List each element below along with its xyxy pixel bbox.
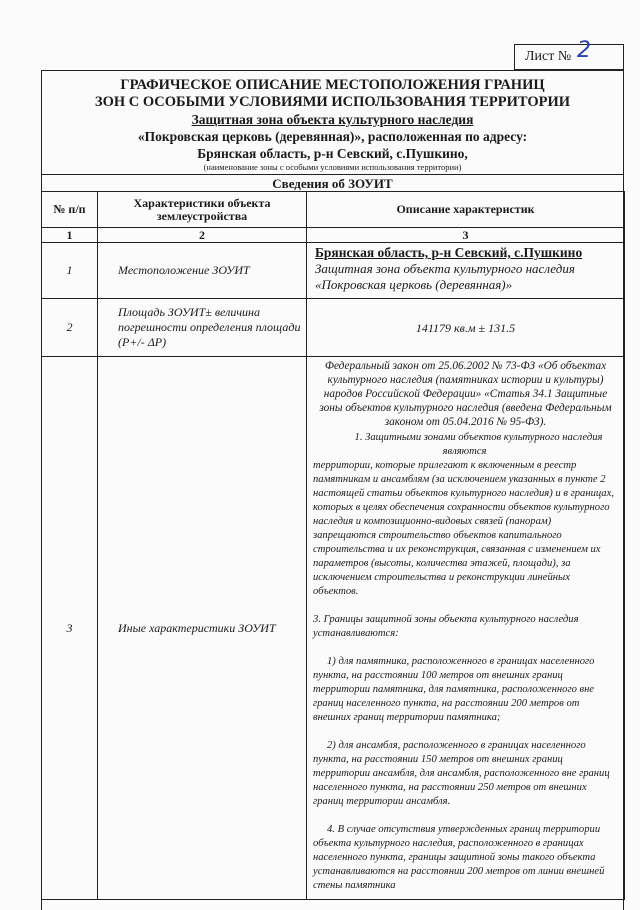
table-row xyxy=(42,243,625,299)
row-characteristic: Иные характеристики ЗОУИТ xyxy=(98,357,307,900)
row-characteristic: Местоположение ЗОУИТ xyxy=(98,243,307,299)
paragraph-1 xyxy=(307,431,624,599)
col-header-num: № п/п xyxy=(42,192,98,228)
sheet-number: 2 xyxy=(577,38,591,63)
table-header-row xyxy=(42,192,625,228)
document-frame xyxy=(41,70,624,910)
paragraph-3-2: 2) для ансамбля, расположенного в границах населенного пункта, на расстоянии 150 метров от внешних границ территории ансамбля, для ансамбля, расположенного вне границ населенного пункта, на расстоянии 250 метров от внешних границ территории ансамбля. xyxy=(313,740,610,807)
zone-name: Защитная зона объекта культурного наследия xyxy=(191,112,474,127)
col-header-description: Описание характеристик xyxy=(307,192,625,228)
location-address: Брянская область, р-н Севский, с.Пушкино xyxy=(315,245,583,260)
row-description xyxy=(307,357,625,900)
row-num: 3 xyxy=(42,357,98,900)
law-reference: Федеральный закон от 25.06.2002 № 73-ФЗ «Об объектах культурного наследия (памятниках истории и культуры) народов Российской Федерации» «Статья 34.1 Защитные зоны объектов культурного наследия (введена Федеральным законом от 05.04.2016 № 95-ФЗ). xyxy=(319,360,612,428)
row-characteristic: Площадь ЗОУИТ± величина погрешности определения площади (P+/- ΔP) xyxy=(98,299,307,357)
title-line-1: ГРАФИЧЕСКОЕ ОПИСАНИЕ МЕСТОПОЛОЖЕНИЯ ГРАНИЦ xyxy=(120,77,545,93)
paragraph-3: 3. Границы защитной зоны объекта культурного наследия устанавливаются: xyxy=(313,614,579,639)
zouit-table xyxy=(41,191,625,900)
area-value: 141179 кв.м ± 131.5 xyxy=(307,299,625,357)
col-number-2: 2 xyxy=(98,228,307,243)
col-header-characteristic: Характеристики объекта землеустройства xyxy=(98,192,307,228)
paragraph-4: 4. В случае отсутствия утвержденных границ территории объекта культурного наследия, расположенного в границах населенного пункта, границы защитной зоны такого объекта устанавливаются на расстоянии 200 метров от линии внешней стены памятника xyxy=(313,824,605,891)
sheet-label: Лист № xyxy=(525,49,572,64)
column-numbers-row xyxy=(42,228,625,243)
table-row xyxy=(42,299,625,357)
table-row xyxy=(42,357,625,900)
paragraph-1-head: 1. Защитными зонами объектов культурного наследия являются xyxy=(354,432,603,457)
title-line-2: ЗОН С ОСОБЫМИ УСЛОВИЯМИ ИСПОЛЬЗОВАНИЯ ТЕРРИТОРИИ xyxy=(94,94,571,110)
header-note: (наименование зоны с особыми условиями использования территории) xyxy=(203,162,462,172)
section-title: Сведения об ЗОУИТ xyxy=(42,174,623,192)
object-line: «Покровская церковь (деревянная)», расположенная по адресу: xyxy=(137,129,528,144)
address-line: Брянская область, р-н Севский, с.Пушкино, xyxy=(197,146,468,161)
paragraph-3-1: 1) для памятника, расположенного в границах населенного пункта, на расстоянии 100 метров от внешних границ территории памятника, для памятника, расположенного вне границ населенного пункта, на расстоянии 200 метров от внешних границ территории памятника; xyxy=(313,656,595,723)
location-zone-name: Защитная зона объекта культурного наследия «Покровская церковь (деревянная)» xyxy=(315,261,575,292)
sheet-number-box xyxy=(514,38,624,70)
paragraph-1-body: территории, которые прилегают к включенным в реестр памятникам и ансамблям (за исключением указанных в пункте 2 настоящей статьи объектов культурного наследия) и в границах, которых в целях обеспечения сохранности объектов культурного наследия и композиционно-видовых связей (панорам) запрещаются строительство объектов капитального строительства и их реконструкция, связанная с изменением их параметров (высоты, количества этажей, площади), за исключением строительства и реконструкции линейных объектов. xyxy=(313,460,614,597)
row-num: 1 xyxy=(42,243,98,299)
row-num: 2 xyxy=(42,299,98,357)
document-header xyxy=(42,71,623,173)
row-description xyxy=(307,243,625,299)
col-number-1: 1 xyxy=(42,228,98,243)
col-number-3: 3 xyxy=(307,228,625,243)
